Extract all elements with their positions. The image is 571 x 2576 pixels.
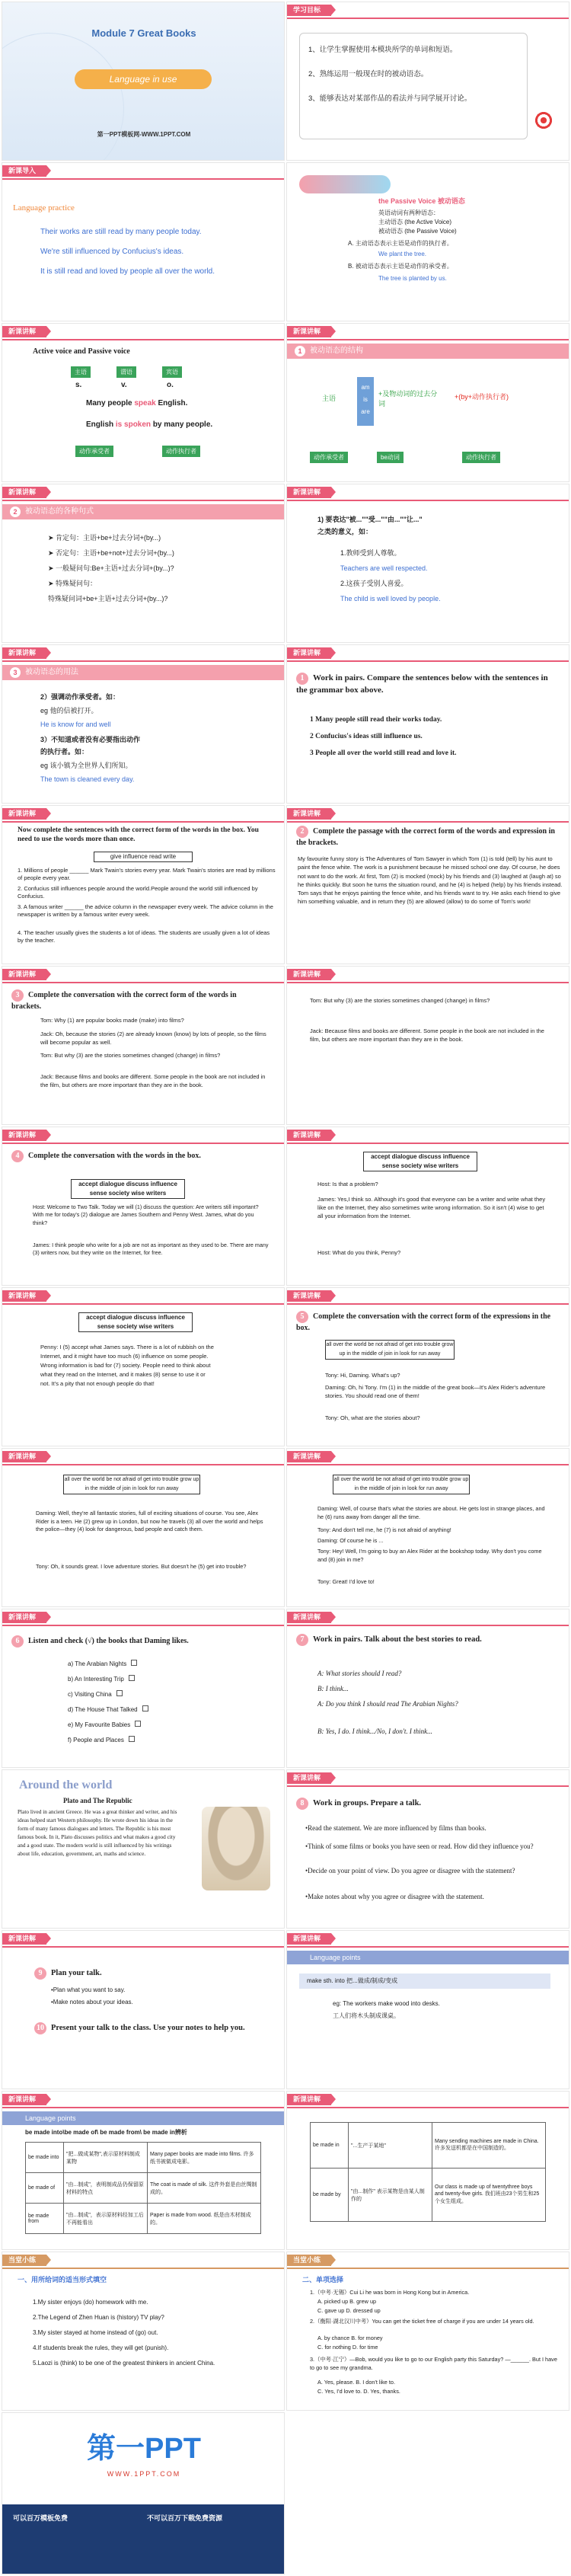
book-option: c) Visiting China [68,1690,123,1699]
slide-header [2,1609,284,1626]
slide-active-passive[interactable] [2,323,285,482]
table-cell: "把...做成某物",表示原材料制成某物 [64,2143,148,2173]
active-sentence: Many people speak English. [86,399,188,407]
example-sentence: eg: The workers make wood into desks. [333,2000,440,2007]
exercise-option: A. Yes, please. B. I don't like to. [317,2379,395,2386]
dialogue-line: Jack: Oh, because the stories (2) are already known (know) by lots of people, so the films will become popular as well. [40,1031,266,1046]
label-object: 宾语 [162,366,182,378]
slide-activity-complete[interactable] [2,805,285,964]
exercise-line: 1.My sister enjoys (do) homework with me. [33,2299,148,2306]
plato-bust-image [202,1807,270,1890]
exercise-option: A. by chance B. for money [317,2335,383,2341]
dialogue-line: Tom: But why (3) are the stories sometimes changed (change) in films? [310,997,490,1004]
exercise-line: 1.（中考·无锡）Cui Li he was born in Hong Kong but in America. [310,2289,470,2296]
slide-header [287,1931,569,1948]
slide-header [2,324,284,340]
slide-language-points-2[interactable] [2,2091,285,2250]
header-tag: 当堂小练 [287,2255,331,2266]
exercise-line: 2.（衡阳·湖北汉川中考）You can get the ticket free of charge if you are under 14 years old. [310,2318,534,2325]
section-bar: Language points [287,1951,569,1964]
form-line: 特殊疑问词+be+主语+过去分词+(by...)? [48,595,168,602]
passage-text: My favourite funny story is The Adventures of Tom Sawyer in which Tom (1) is told (tell) by his aunt to paint the fence white. The work is a punishment because he missed school one day. Of course, he does not want to do the work. At first, Tom (2) is mocked (mock) by his friends and (3) laughed at (laugh at) so he thinks quickly. But soon he turns the situation round, and he (4) is helped (help) by his friends instead. Tom says that he enjoys painting the fence white, and his friends want to try. He asks each friend to give him something valuable, and in return they (5) are allowed (allow) to do some of Tom's work! [298,855,563,906]
example-sentence: Their works are still read by many people today. [40,228,202,236]
word-box: accept dialogue discuss influence sense society wise writers [78,1312,193,1332]
slide-talk-show-1[interactable] [2,1127,285,1286]
header-tag: 新课讲解 [287,808,331,820]
exercise-option: C. Yes, I'd love to. D. Yes, thanks. [317,2388,400,2395]
footer-caption: 不可以百万下载免费资源 [147,2514,223,2522]
compare-sentence: 3 People all over the world still read and love it. [310,749,457,757]
slide-expressions-1[interactable] [286,1287,569,1446]
slide-prepare-talk[interactable] [286,1769,569,1929]
dialogue-line: Jack: Because films and books are different. Some people in the book are not included in the film, but others are more important than they are in the book. [310,1028,544,1043]
example-sentence: We're still influenced by Confucius's ideas. [40,248,184,256]
table-row [311,2169,546,2222]
slide-header [2,1931,284,1948]
goal-item: 2、熟练运用一般现在时的被动语态。 [308,70,429,78]
slide-passage[interactable] [286,805,569,964]
slide-expressions-3[interactable] [286,1448,569,1607]
passive-sentence: English is spoken by many people. [86,420,213,429]
slide-header [287,806,569,823]
exercise-line: 2.The Legend of Zhen Huan is (history) TV play? [33,2314,164,2321]
dialogue-line: Tony: Hey! Well, I'm going to buy an Alex Rider at the bookshop today. Why don't you come and (8) join in me? [317,1548,542,1563]
section-bar: Language points [2,2111,284,2125]
checkbox[interactable] [129,1675,135,1681]
concept-line: 主动语态 (the Active Voice) [378,219,452,225]
header-tag: 新课讲解 [287,1130,331,1141]
slide-header [287,2092,569,2108]
dialogue-line: Daming: Well, of course that's what the stories are about. He gets lost in strange places, and he (6) runs away from danger all the time. [317,1505,545,1520]
exercise-line: 2. Confucius still influences people around the world.People around the world still influenced by Confucius. [18,885,258,900]
activity-heading: 7 Work in pairs. Talk about the best stories to read. [296,1634,555,1646]
slide-header [287,324,569,340]
slide-expressions-2[interactable] [2,1448,285,1607]
slide-header [2,1127,284,1144]
section-heading: Active voice and Passive voice [33,347,130,356]
usage-line: 2）强调动作承受者。如： [40,693,120,701]
decor-pill [299,175,391,193]
dialogue-paragraph: Penny: I (5) accept what James says. There is a lot of rubbish on the Internet, and it might have too much (6) influence on some people. Wrong information is bad for (7) society. People need to think about what they read on the Internet, and it makes (8) sense to use it or not. It's a pity that not enough people do that! [40,1344,214,1387]
slide-activity-1[interactable] [286,644,569,804]
past-participle-label: +及物动词的过去分词 [378,390,438,408]
activity-heading: Now complete the sentences with the correct form of the words in the box. You need to use the words more than once. [18,826,259,844]
dialogue-line: Host: Is that a problem? [317,1181,378,1187]
dialogue-line: Daming: Well, they're all fantastic stories, full of exciting situations of course. You see, Alex Rider is a teen. He (2) grew up in London, but now he travels (3) all over the world and helps the police—they (4) look for dangerous, bad people and catch them. [36,1510,263,1533]
slide-header [287,2,569,19]
concept-line: B. 被动语态表示主语是动作的承受者。 [348,263,453,270]
goal-item: 3、能够表达对某部作品的看法并与同学展开讨论。 [308,94,472,103]
table-row [26,2173,261,2204]
form-line: ➤ 特殊疑问句： [48,580,97,587]
task-line: •Make notes about why you agree or disagree with the statement. [305,1893,484,1900]
target-icon [532,109,555,132]
slide-usage-1[interactable] [286,484,569,643]
table-cell: Many sending machines are made in China. 许多发送机都是在中国制造的。 [432,2123,546,2169]
slide-header [287,2252,569,2269]
header-tag: 学习目标 [287,5,331,16]
label-receiver: 动作承受者 [75,446,113,457]
dialogue-line: Tony: And don't tell me, he (7) is not afraid of anything! [317,1526,451,1533]
book-option: f) People and Places [68,1736,135,1745]
slide-header [287,1288,569,1305]
table-cell: "由...制作" 表示某物是由某人制作的 [349,2169,432,2222]
cover-site: 第一PPT模板网-WWW.1PPT.COM [97,131,191,138]
activity-heading: 5 Complete the conversation with the correct form of the expressions in the box. [296,1312,551,1332]
usage-example: The town is cleaned every day. [40,775,135,783]
checkbox[interactable] [135,1721,141,1727]
usage-line: 1) 要表达"被...""受...""由...""让..." [317,516,423,523]
word-box: give influence read write [94,852,193,862]
slide-header [287,645,569,662]
header-tag: 新课讲解 [287,1612,331,1623]
exercise-line: 1. Millions of people ______ Mark Twain's stories every year. Mark Twain's stories are read by millions of people every year. [18,867,276,882]
section-title: Around the world [19,1779,113,1791]
header-tag: 新课讲解 [2,326,46,337]
reading-text: Plato lived in ancient Greece. He was a great thinker and writer, and his ideas helped start Western philosophy. He wrote down his ideas in the form of many famous dialogues and letters. The Republic is his most famous book. In it, Plato discusses politics and what makes a good city and a good state. The modern world is still influenced by his writings about life, education, government, art, maths and science. [18,1808,177,1857]
table-cell: be made into [26,2143,64,2173]
section-bar: 3 被动语态的用法 [2,665,284,680]
table-row [311,2123,546,2169]
activity-heading: 6 Listen and check (√) the books that Daming likes. [11,1635,270,1648]
key-point: make sth. into 把...做成/制成/变成 [299,1974,550,1989]
dialogue-line: Tony: Great! I'd love to! [317,1578,375,1585]
dialogue-line: Host: What do you think, Penny? [317,1249,401,1256]
letter-o: o. [167,381,174,389]
slide-practice-1[interactable] [2,2252,285,2411]
exercise-line: 3.（中考·江宁）—Bob, would you like to go to our English party this Saturday? —______. But I have to go to see my grandma. [310,2356,557,2371]
slide-header [2,2252,284,2269]
form-line: ➤ 一般疑问句:Be+主语+过去分词+(by...)? [48,564,174,572]
example-translation: 工人们将木头制成课桌。 [333,2012,400,2019]
exercise-heading: 一、用所给词的适当形式填空 [18,2276,107,2284]
header-tag: 新课讲解 [287,647,331,659]
section-heading: Language practice [13,203,75,213]
exercise-option: C. gave up D. dressed up [317,2307,381,2314]
usage-example: Teachers are well respected. [340,564,428,572]
table-cell: be made from [26,2204,64,2234]
header-tag: 新课讲解 [287,2094,331,2105]
slide-header [287,1609,569,1626]
be-verb-box: am is are [357,377,374,426]
task-line: •Think of some films or books you have seen or read. How did they influence you? [305,1843,534,1850]
table-cell: be made in [311,2123,349,2169]
usage-example: 2.这孩子受别人喜爱。 [340,580,408,587]
exercise-line: 3.My sister stayed at home instead of (go) out. [33,2329,158,2336]
letter-s: s. [75,381,82,389]
header-tag: 新课讲解 [287,326,331,337]
cover-module-title: Module 7 Great Books [91,27,196,39]
dialogue-line: B: I think... [317,1685,349,1692]
dialogue-line: A: What stories should I read? [317,1670,402,1677]
dialogue-line: Tony: Oh, what are the stories about? [325,1414,420,1421]
label-doer: 动作执行者 [462,452,500,463]
slide-header [2,806,284,823]
slide-header [287,484,569,501]
expression-box: all over the world be not afraid of get into trouble grow up in the middle of join in look for run away [333,1475,470,1494]
dialogue-line: Daming: Of course he is ... [317,1537,384,1544]
label-doer: 动作执行者 [162,446,200,457]
slide-cover[interactable] [2,2,285,161]
slide-practice-2[interactable] [286,2252,569,2411]
dialogue-line: Daming: Oh, hi Tony. I'm (1) in the middle of the great book—It's Alex Rider's adventure stories. You should read one of them! [325,1384,546,1399]
comparison-table [25,2142,261,2234]
dialogue-line: Tom: Why (1) are popular books made (make) into films? [40,1017,184,1024]
letter-v: v. [121,381,127,389]
slide-footer[interactable] [2,2412,285,2574]
section-bar: 2 被动语态的各种句式 [2,504,284,519]
label-be: be动词 [377,452,404,463]
slide-talk-pairs[interactable] [286,1609,569,1768]
activity-heading: 9 Plan your talk. [34,1967,102,1980]
header-tag: 新课讲解 [2,969,46,980]
dialogue-line: James: Yes,I think so. Although it's good that everyone can be a writer and write what they like on the Internet, they also sometimes write wrong information. So it isn't (4) wise to get all your information from the Internet. [317,1196,546,1219]
slide-header [2,484,284,501]
table-row [26,2204,261,2234]
slide-plan-talk[interactable] [2,1930,285,2089]
slide-listen-check[interactable] [2,1609,285,1768]
slide-header [2,1449,284,1465]
header-tag: 新课讲解 [287,1772,331,1784]
form-line: ➤ 肯定句：主语+be+过去分词+(by...) [48,534,161,542]
table-heading: be made into\be made of\ be made from\ be made in辨析 [25,2129,187,2136]
header-tag: 新课讲解 [2,487,46,498]
footer-url: WWW.1PPT.COM [107,2470,181,2478]
task-line: •Make notes about your ideas. [51,1999,133,2006]
footer-caption: 可以百万模板免费 [13,2514,69,2522]
concept-example: We plant the tree. [378,251,426,257]
dialogue-line: Jack: Because films and books are different. Some people in the book are not included in the film, but others are more important than they are in the book. [40,1073,266,1088]
table-cell: "...生产于某地" [349,2123,432,2169]
header-tag: 新课讲解 [2,1933,46,1945]
exercise-line: 3. A famous writer ______ the advice column in the newspaper every week. The advice column in the newspaper is written by a famous writer every week. [18,903,273,919]
slide-around-the-world[interactable] [2,1769,285,1929]
header-tag: 当堂小练 [2,2255,46,2266]
subject-label: 主语 [322,395,337,402]
header-tag: 新课讲解 [2,1451,46,1462]
table-cell: The coat is made of silk. 这件外套是由丝绸制成的。 [148,2173,261,2204]
comparison-table [310,2122,546,2222]
slide-header [2,163,284,180]
header-tag: 新课讲解 [287,1451,331,1462]
dialogue-line: Host: Welcome to Two Talk. Today we will (1) discuss the question: Are writers still important? With me for today's (2) dialogue are James Southern and Penny West. James, what do you think? [33,1203,259,1226]
activity-heading: 3 Complete the conversation with the correct form of the words in brackets. [11,991,237,1011]
dialogue-line: James: I think people who write for a job are not as important as they used to be. There are many (3) writers now, but they write on the Internet, for free. [33,1242,269,1257]
expression-box: all over the world be not afraid of get into trouble grow up in the middle of join in look for run away [63,1475,200,1494]
footer-logo: 第一PPT [87,2433,201,2465]
slide-header [287,1770,569,1787]
table-cell: be made by [311,2169,349,2222]
book-option: e) My Favourite Babies [68,1721,141,1730]
exercise-line: 5.Laozi is (think) to be one of the greatest thinkers in ancient China. [33,2360,215,2367]
exercise-option: C. for nothing D. for time [317,2344,378,2351]
dialogue-line: Tony: Oh, it sounds great. I love adventure stories. But doesn't he (5) get into trouble? [36,1563,247,1570]
slide-talk-show-2[interactable] [286,1127,569,1286]
usage-example: The child is well loved by people. [340,595,441,602]
checkbox[interactable] [142,1705,148,1711]
header-tag: 新课讲解 [2,1612,46,1623]
activity-heading: 8 Work in groups. Prepare a talk. [296,1798,555,1810]
activity-heading: 10 Present your talk to the class. Use your notes to help you. [34,2022,255,2034]
expression-box: all over the world be not afraid of get into trouble grow up in the middle of join in look for run away [325,1340,455,1360]
header-tag: 新课讲解 [2,1130,46,1141]
header-tag: 新课讲解 [2,1290,46,1302]
header-tag: 新课讲解 [287,487,331,498]
task-line: •Plan what you want to say. [51,1986,126,1993]
compare-sentence: 1 Many people still read their works today. [310,716,442,724]
usage-line: 的执行者。如： [40,748,89,756]
slide-goals[interactable] [286,2,569,161]
usage-example: 1.教师受到人尊敬。 [340,549,401,557]
header-tag: 新课讲解 [2,808,46,820]
checkbox[interactable] [129,1736,135,1742]
task-line: •Read the statement. We are more influenced by films than books. [305,1824,486,1832]
dialogue-line: A: Do you think I should read The Arabian Nights? [317,1700,458,1708]
word-box: accept dialogue discuss influence sense society wise writers [71,1179,185,1199]
table-cell: Our class is made up of twentythree boys and twenty-five girls. 我们班由23个男生和25个女生组成。 [432,2169,546,2222]
goal-item: 1、让学生掌握使用本模块所学的单词和短语。 [308,46,458,54]
task-line: •Decide on your point of view. Do you agree or disagree with the statement? [305,1867,515,1874]
header-tag: 新课讲解 [287,969,331,980]
slide-passive-voice[interactable] [286,162,569,321]
concept-title: the Passive Voice 被动语态 [378,197,465,205]
label-verb: 谓语 [116,366,136,378]
slide-structure[interactable] [286,323,569,482]
compare-sentence: 2 Confucius's ideas still influence us. [310,733,423,740]
slide-conversation-2[interactable] [286,966,569,1125]
usage-example: He is know for and well [40,721,111,728]
slide-header [2,645,284,662]
activity-heading: 4 Complete the conversation with the words in the box. [11,1150,240,1162]
slide-talk-show-3[interactable] [2,1287,285,1446]
section-bar: 1 被动语态的结构 [287,344,569,359]
dialogue-line: Tony: Hi, Daming. What's up? [325,1372,400,1379]
header-tag: 新课讲解 [287,1290,331,1302]
by-doer-label: +(by+动作执行者) [455,393,509,401]
word-box: accept dialogue discuss influence sense society wise writers [363,1152,477,1171]
table-cell: "由...制成"，表明制成品仍保留原材料的特点 [64,2173,148,2204]
label-receiver: 动作承受者 [310,452,348,463]
exercise-heading: 二、单项选择 [302,2276,344,2284]
section-subtitle: Plato and The Republic [63,1797,132,1804]
exercise-line: 4.If students break the rules, they will get (punish). [33,2344,169,2351]
label-subject: 主语 [71,366,91,378]
activity-heading: 2 Complete the passage with the correct form of the words and expression in the brackets. [296,827,555,847]
book-option: d) The House That Talked [68,1705,148,1715]
slide-intro[interactable] [2,162,285,321]
slide-language-points-3[interactable] [286,2091,569,2250]
header-tag: 新课导入 [2,165,46,177]
slide-header [287,1449,569,1465]
slide-language-points-1[interactable] [286,1930,569,2089]
header-tag: 新课讲解 [2,647,46,659]
slide-header [2,1288,284,1305]
slide-header [2,967,284,983]
table-cell: Paper is made from wood. 纸是由木材制成的。 [148,2204,261,2234]
slide-header [2,2092,284,2108]
table-row [26,2143,261,2173]
concept-line: 被动语态 (the Passive Voice) [378,228,457,235]
dialogue-line: Tom: But why (3) are the stories sometimes changed (change) in films? [40,1052,221,1059]
concept-example: The tree is planted by us. [378,275,447,282]
checkbox[interactable] [131,1660,137,1666]
form-line: ➤ 否定句：主语+be+not+过去分词+(by...) [48,549,174,557]
example-sentence: It is still read and loved by people all over the world. [40,267,215,276]
slide-header [287,967,569,983]
usage-example: eg 他的信被打开。 [40,707,98,714]
exercise-option: A. picked up B. grew up [317,2298,377,2305]
exercise-line: 4. The teacher usually gives the students a lot of ideas. The students are usually given a lot of ideas by the teacher. [18,929,270,944]
slide-usage-2[interactable] [2,644,285,804]
table-cell: "由...制成"，表示原材料经加工后不再能看出 [64,2204,148,2234]
activity-heading: 1 Work in pairs. Compare the sentences below with the sentences in the grammar box above. [296,673,548,695]
slide-forms[interactable] [2,484,285,643]
table-cell: Many paper books are made into films. 许多纸书被做成电影。 [148,2143,261,2173]
usage-line: 之类的意义，如： [317,528,373,535]
header-tag: 新课讲解 [287,1933,331,1945]
concept-line: 英语动词有两种语态： [378,209,439,216]
header-tag: 新课讲解 [2,2094,46,2105]
slide-header [287,1127,569,1144]
concept-line: A. 主动语态表示主语是动作的执行者。 [348,240,453,247]
dialogue-line: B: Yes, I do. I think.../No, I don't. I think... [317,1727,432,1735]
checkbox[interactable] [116,1690,123,1696]
cover-subtitle: Language in use [75,69,212,89]
slide-conversation-1[interactable] [2,966,285,1125]
usage-line: 3）不知道或者没有必要指出动作 [40,736,141,743]
book-option: b) An Interesting Trip [68,1675,135,1684]
usage-example: eg 该小镇为全世界人们所知。 [40,762,132,769]
table-cell: be made of [26,2173,64,2204]
book-option: a) The Arabian Nights [68,1660,137,1669]
